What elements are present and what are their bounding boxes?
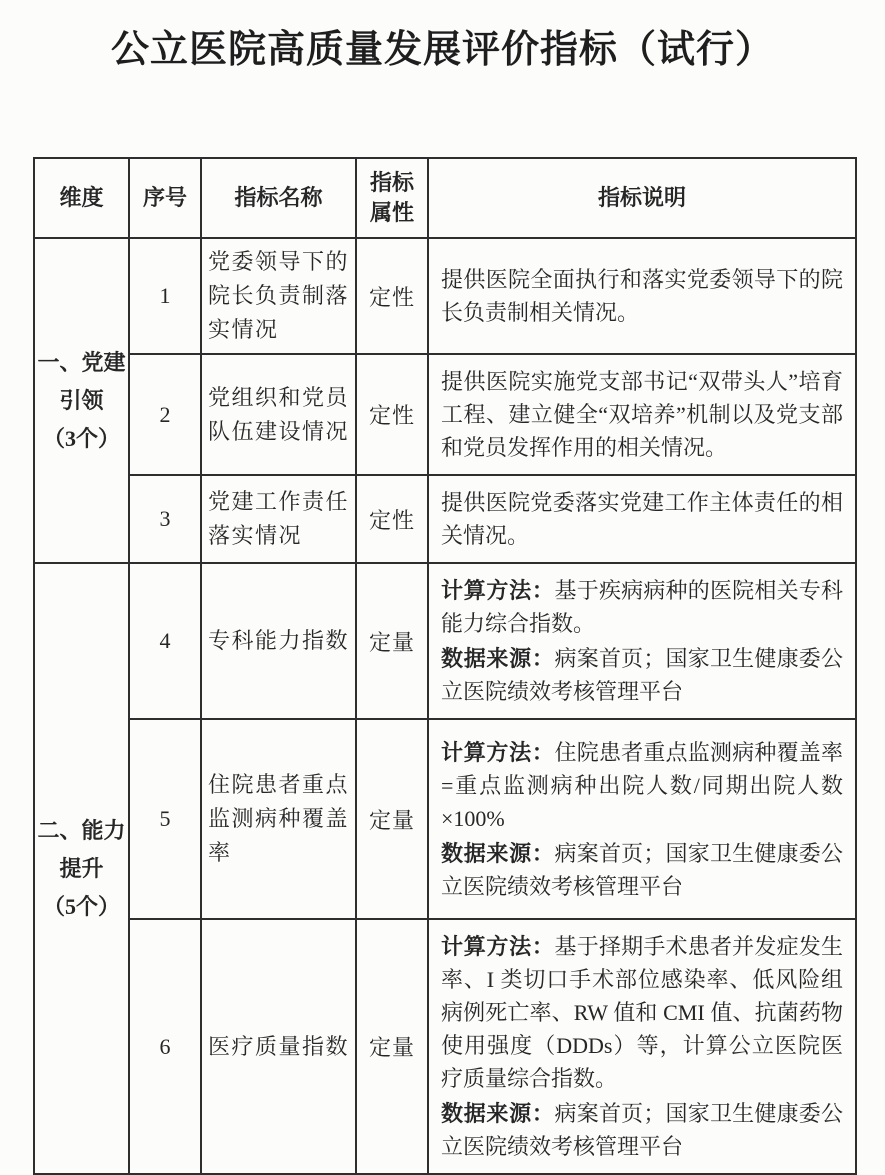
table-row [34,475,856,563]
header-row [34,158,856,238]
cell-number-5: 5 [129,719,201,919]
description-text: 提供医院党委落实党建工作主体责任的相关情况。 [441,490,843,548]
cell-description-2 [428,354,856,475]
cell-number-2: 2 [129,354,201,475]
cell-number-6: 6 [129,919,201,1174]
cell-indicator-name-3: 党建工作责任落实情况 [201,475,356,563]
cell-indicator-name-1: 党委领导下的院长负责制落实情况 [201,238,356,354]
description-text: 病案首页；国家卫生健康委公立医院绩效考核管理平台 [441,840,843,899]
document-page [0,18,885,1159]
cell-indicator-name-4: 专科能力指数 [201,563,356,719]
cell-attribute-2: 定性 [356,354,428,475]
description-source-paragraph [441,837,843,903]
dimension-1-line3: （3个） [42,425,120,451]
description-text: 基于择期手术患者并发症发生率、I 类切口手术部位感染率、低风险组病例死亡率、RW 值和 CMI 值、抗菌药物使用强度（DDDs）等，计算公立医院医疗质量综合指数。 [441,934,843,1091]
cell-indicator-name-5: 住院患者重点监测病种覆盖率 [201,719,356,919]
description-paragraph [441,486,843,552]
table-row [34,354,856,475]
method-label: 计算方法： [441,934,555,959]
cell-description-3 [428,475,856,563]
description-paragraph [441,263,843,329]
description-method-paragraph [441,574,843,640]
cell-description-1 [428,238,856,354]
method-label: 计算方法： [441,739,555,765]
cell-number-3: 3 [129,475,201,563]
description-text: 住院患者重点监测病种覆盖率=重点监测病种出院人数/同期出院人数×100% [441,739,843,831]
description-text: 病案首页；国家卫生健康委公立医院绩效考核管理平台 [441,1101,843,1159]
method-label: 计算方法： [441,578,555,603]
dimension-2-line1: 二、能力 [37,817,126,843]
col-header-dimension: 维度 [34,158,129,238]
cell-attribute-3: 定性 [356,475,428,563]
col-header-indicator-description: 指标说明 [428,158,856,238]
description-text: 病案首页；国家卫生健康委公立医院绩效考核管理平台 [441,646,843,704]
dimension-1-line1: 一、党建 [37,349,126,375]
table-row [34,238,856,354]
description-text: 提供医院全面执行和落实党委领导下的院长负责制相关情况。 [441,267,843,325]
col-header-indicator-name: 指标名称 [201,158,356,238]
dimension-2-line3: （5个） [42,893,120,919]
description-source-paragraph [441,1097,843,1163]
col-header-number: 序号 [129,158,201,238]
description-source-paragraph [441,642,843,708]
description-paragraph [441,365,843,464]
cell-indicator-name-2: 党组织和党员队伍建设情况 [201,354,356,475]
description-method-paragraph [441,930,843,1095]
cell-description-5 [428,719,856,919]
cell-attribute-1: 定性 [356,238,428,354]
cell-description-4 [428,563,856,719]
col-header-indicator-attribute: 指标 属性 [356,158,428,238]
source-label: 数据来源： [441,646,555,671]
cell-number-4: 4 [129,563,201,719]
cell-attribute-5: 定量 [356,719,428,919]
dimension-cell-1 [34,238,129,563]
table-row [34,719,856,919]
cell-indicator-name-6: 医疗质量指数 [201,919,356,1174]
description-text: 提供医院实施党支部书记“双带头人”培育工程、建立健全“双培养”机制以及党支部和党员发挥作用的相关情况。 [441,369,843,460]
cell-attribute-4: 定量 [356,563,428,719]
document-title: 公立医院高质量发展评价指标（试行） [110,29,774,71]
cell-number-1: 1 [129,238,201,354]
cell-description-6 [428,919,856,1174]
indicators-table [33,157,857,1175]
table-row [34,919,856,1174]
source-label: 数据来源： [441,1101,555,1126]
dimension-cell-2 [34,563,129,1174]
description-method-paragraph [441,736,843,835]
dimension-1-line2: 引领 [59,387,104,413]
dimension-2-line2: 提升 [59,855,104,881]
cell-attribute-6: 定量 [356,919,428,1174]
source-label: 数据来源： [441,840,555,866]
description-text: 基于疾病病种的医院相关专科能力综合指数。 [441,578,843,636]
table-row [34,563,856,719]
